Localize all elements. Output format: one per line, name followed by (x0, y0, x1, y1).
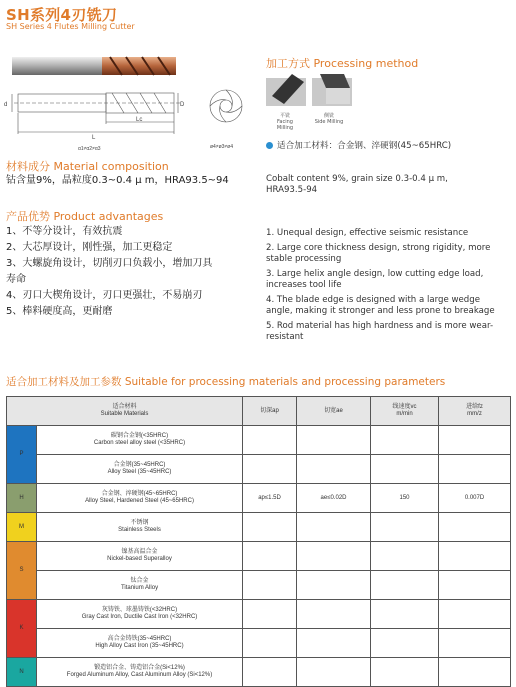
material-cell: 碳钢合金钢(<35HRC) Carbon steel alloy steel (<35HRC) (37, 426, 243, 455)
ap-cell (243, 513, 297, 542)
vc-cell (371, 658, 439, 687)
table-row (7, 600, 511, 629)
advantage-en-item: 4. The blade edge is designed with a large wedge (266, 295, 481, 305)
material-cell: 合金钢、淬硬钢(45~65HRC) Alloy Steel, Hardened Steel (45~65HRC) (37, 484, 243, 513)
header-fz: 进给fz mm/z (439, 397, 511, 426)
vc-cell (371, 455, 439, 484)
fz-cell (439, 629, 511, 658)
advantages-en-list (266, 228, 511, 343)
group-cell-k: K (7, 600, 37, 658)
ae-cell (297, 542, 371, 571)
table-row (7, 426, 511, 455)
advantage-en-item: stable processing (266, 254, 342, 264)
vc-cell (371, 629, 439, 658)
ae-cell: ae≤0.02D (297, 484, 371, 513)
ae-cell (297, 455, 371, 484)
ap-cell (243, 658, 297, 687)
advantage-en-item: 1. Unequal design, effective seismic resistance (266, 228, 469, 238)
advantage-en-item: angle, making it stronger and less prone to breakage (266, 306, 495, 316)
dim-d: d (4, 102, 8, 108)
vc-cell (371, 426, 439, 455)
fz-cell (439, 658, 511, 687)
fz-cell (439, 600, 511, 629)
ap-cell (243, 455, 297, 484)
fz-cell (439, 513, 511, 542)
table-row (7, 542, 511, 571)
advantages-cn-list (6, 224, 258, 320)
header-material: 适合材料 Suitable Materials (7, 397, 243, 426)
ap-cell (243, 426, 297, 455)
page-title: SH系列4刃铣刀 (6, 6, 118, 24)
tool-photo (10, 52, 178, 80)
dim-L: L (92, 135, 96, 141)
group-cell-n: N (7, 658, 37, 687)
material-cell: 灰铸铁、球墨铸铁(<32HRC) Gray Cast Iron, Ductile Cast Iron (<32HRC) (37, 600, 243, 629)
group-cell-h: H (7, 484, 37, 513)
material-cell: 钛合金 Titanium Alloy (37, 571, 243, 600)
fz-cell (439, 542, 511, 571)
params-table (6, 396, 511, 687)
drawing-caption-left: α1≠α2≠α3 (78, 146, 101, 152)
table-row (7, 513, 511, 542)
material-cell: 锻造铝合金、铸造铝合金(Si<12%) Forged Aluminum Alloy, Cast Aluminum Alloy (Si<12%) (37, 658, 243, 687)
bullet-dot (266, 142, 273, 149)
header-vc: 线速度vc m/min (371, 397, 439, 426)
vc-cell: 150 (371, 484, 439, 513)
table-row (7, 455, 511, 484)
group-cell-s: S (7, 542, 37, 600)
ae-cell (297, 571, 371, 600)
header-ae: 切宽ae (297, 397, 371, 426)
suitable-materials-note: 适合加工材料：合金钢、淬硬钢(45~65HRC) (266, 139, 451, 151)
vc-cell (371, 571, 439, 600)
advantage-en-item: 2. Large core thickness design, strong rigidity, more (266, 243, 491, 253)
ae-cell (297, 658, 371, 687)
advantage-cn-item: 5、棒料硬度高，更耐磨 (6, 306, 113, 317)
fz-cell (439, 426, 511, 455)
drawing-caption-right: ø4≠ø3≠ø4 (210, 144, 233, 150)
table-row (7, 629, 511, 658)
composition-heading: 材料成分 Material composition (6, 160, 169, 173)
dim-Lc: Lc (136, 117, 143, 123)
advantage-en-item: 3. Large helix angle design, low cutting edge load, (266, 269, 484, 279)
method-facing-caption: 平铣 Facing Milling (276, 113, 294, 131)
page-subtitle: SH Series 4 Flutes Milling Cutter (6, 22, 135, 31)
processing-heading: 加工方式 Processing method (266, 57, 419, 70)
ae-cell (297, 426, 371, 455)
material-cell: 不锈钢 Stainless Steels (37, 513, 243, 542)
table-row (7, 571, 511, 600)
advantage-en-item: increases tool life (266, 280, 342, 290)
vc-cell (371, 542, 439, 571)
advantage-en-item: resistant (266, 332, 304, 342)
ap-cell (243, 571, 297, 600)
vc-cell (371, 600, 439, 629)
advantage-cn-item: 4、刃口大楔角设计，刃口更强壮，不易崩刃 (6, 290, 203, 301)
group-cell-p: P (7, 426, 37, 484)
ap-cell (243, 600, 297, 629)
advantage-cn-item: 1、不等分设计，有效抗震 (6, 226, 123, 237)
advantage-cn-item: 2、大芯厚设计，刚性强，加工更稳定 (6, 242, 173, 253)
material-cell: 合金钢(35~45HRC) Alloy Steel (35~45HRC) (37, 455, 243, 484)
table-row (7, 484, 511, 513)
ae-cell (297, 600, 371, 629)
tool-drawing (4, 84, 254, 154)
vc-cell (371, 513, 439, 542)
advantage-cn-item: 寿命 (6, 274, 26, 285)
method-side-caption: 侧铣 Side Milling (314, 113, 344, 125)
ap-cell (243, 629, 297, 658)
material-cell: 镍基高温合金 Nickel-based Superalloy (37, 542, 243, 571)
dim-D: D (180, 102, 185, 108)
fz-cell (439, 455, 511, 484)
advantage-cn-item: 3、大螺旋角设计，切削刃口负载小，增加刀具 (6, 258, 213, 269)
fz-cell (439, 571, 511, 600)
ap-cell: ap≤1.5D (243, 484, 297, 513)
composition-en: Cobalt content 9%, grain size 0.3-0.4 μ m, HRA93.5-94 (266, 174, 448, 195)
advantage-en-item: 5. Rod material has high hardness and is more wear- (266, 321, 494, 331)
advantages-heading: 产品优势 Product advantages (6, 210, 164, 223)
params-heading: 适合加工材料及加工参数 Suitable for processing materials and processing parameters (6, 376, 446, 388)
composition-cn: 钴含量9%，晶粒度0.3~0.4 μ m，HRA93.5~94 (6, 175, 229, 186)
ap-cell (243, 542, 297, 571)
header-ap: 切深ap (243, 397, 297, 426)
processing-method-images (264, 72, 356, 118)
fz-cell: 0.007D (439, 484, 511, 513)
table-header-row (7, 397, 511, 426)
group-cell-m: M (7, 513, 37, 542)
ae-cell (297, 629, 371, 658)
ae-cell (297, 513, 371, 542)
material-cell: 高合金铸铁(35~45HRC) High Alloy Cast Iron (35~45HRC) (37, 629, 243, 658)
table-row (7, 658, 511, 687)
